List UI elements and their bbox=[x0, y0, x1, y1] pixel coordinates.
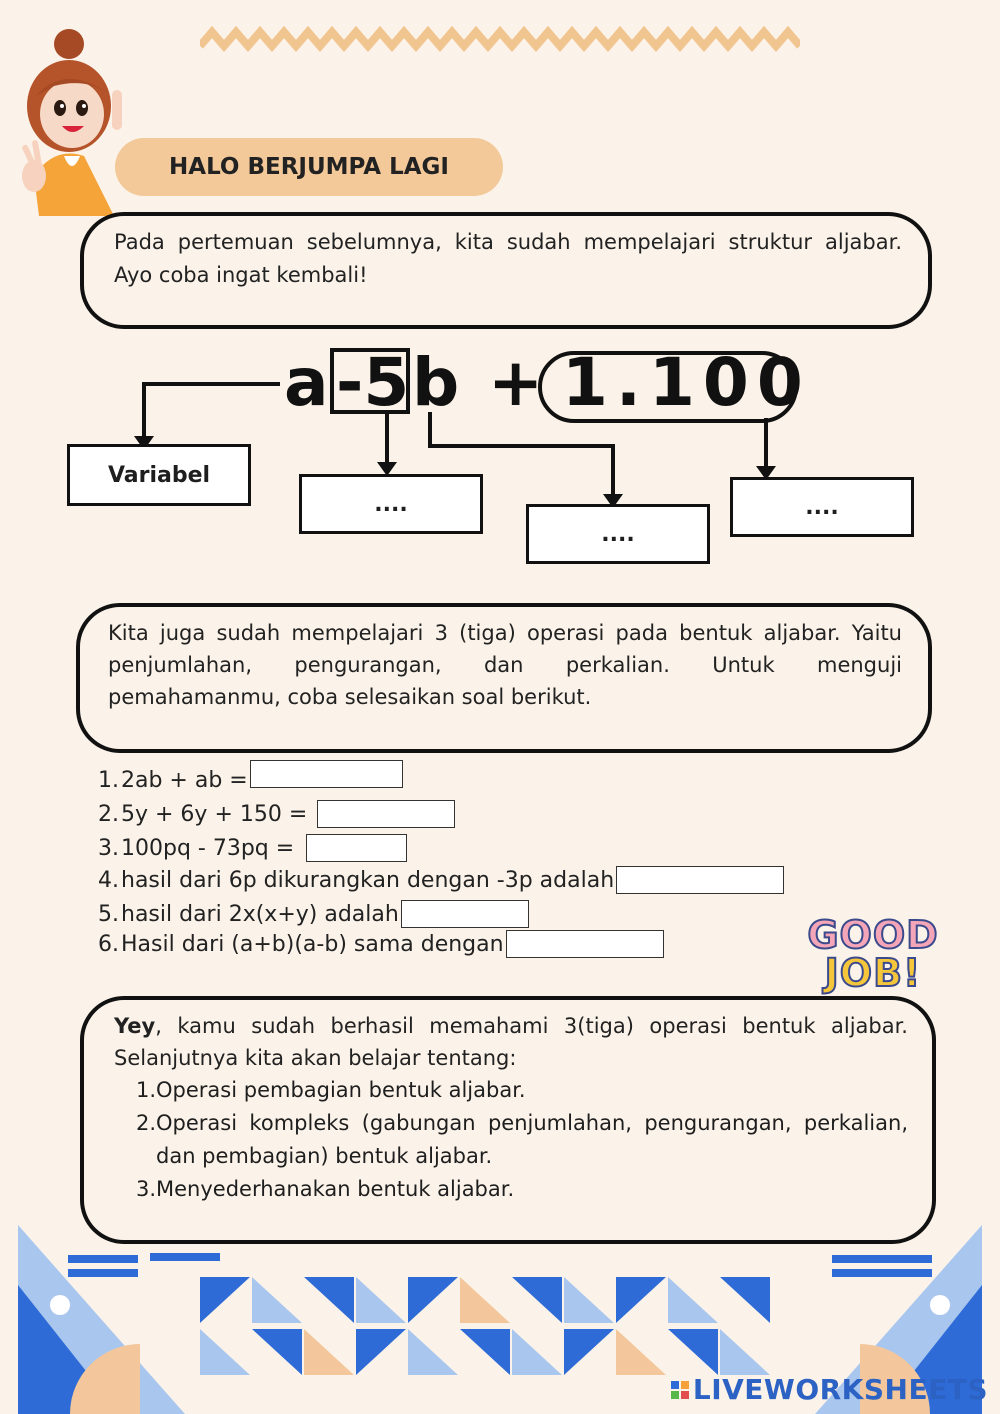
item-number: 3. bbox=[136, 1177, 157, 1201]
question-row-4 bbox=[95, 866, 784, 894]
expression-constant: 1.100 bbox=[562, 344, 811, 421]
question-text: hasil dari 6p dikurangkan dengan -3p adalah bbox=[121, 867, 615, 893]
operations-bubble bbox=[76, 603, 932, 753]
closing-intro bbox=[114, 1010, 908, 1074]
good-job-badge bbox=[806, 913, 940, 995]
answer-input-1[interactable] bbox=[250, 760, 403, 788]
badge-line-job: JOB! bbox=[824, 951, 922, 995]
closing-list-item bbox=[114, 1107, 908, 1173]
label-box-variabel bbox=[67, 444, 251, 506]
item-number: 1. bbox=[136, 1078, 157, 1102]
intro-text: Pada pertemuan sebelumnya, kita sudah mempelajari struktur aljabar. Ayo coba ingat kembali! bbox=[114, 230, 902, 287]
question-text: Hasil dari (a+b)(a-b) sama dengan bbox=[121, 931, 504, 957]
question-text: 2ab + ab = bbox=[121, 768, 248, 793]
answer-input-4[interactable] bbox=[616, 866, 784, 894]
expression-coefficient: -5 bbox=[336, 344, 410, 421]
variabel-label: Variabel bbox=[107, 462, 211, 488]
question-number: 1. bbox=[98, 768, 119, 793]
blank-placeholder: .... bbox=[601, 521, 635, 547]
answer-input-3[interactable] bbox=[306, 834, 407, 862]
page-title: HALO BERJUMPA LAGI bbox=[169, 154, 449, 180]
question-row-2 bbox=[95, 800, 455, 828]
badge-line-good: GOOD bbox=[807, 913, 939, 957]
question-row-1 bbox=[95, 768, 403, 793]
blank-placeholder: .... bbox=[374, 491, 408, 517]
brand-logo-icon bbox=[671, 1381, 689, 1399]
answer-input-6[interactable] bbox=[506, 930, 664, 958]
question-number: 5. bbox=[98, 901, 119, 927]
brand-name: LIVEWORKSHEETS bbox=[692, 1373, 988, 1406]
expression-plus: + bbox=[488, 344, 544, 421]
item-text: Operasi pembagian bentuk aljabar. bbox=[156, 1078, 526, 1102]
question-number: 6. bbox=[98, 931, 119, 957]
question-number: 2. bbox=[98, 801, 119, 827]
answer-input-5[interactable] bbox=[401, 900, 529, 928]
blank-box-constant[interactable] bbox=[730, 477, 914, 537]
closing-bold-word: Yey bbox=[114, 1014, 156, 1038]
closing-list-item bbox=[114, 1173, 908, 1206]
expression-variable-a: a bbox=[284, 344, 329, 421]
blank-placeholder: .... bbox=[805, 494, 839, 520]
question-row-5 bbox=[95, 900, 529, 928]
question-text: 100pq - 73pq = bbox=[121, 835, 295, 861]
question-text: 5y + 6y + 150 = bbox=[121, 801, 308, 827]
blank-box-coefficient[interactable] bbox=[299, 474, 483, 534]
item-text: Menyederhanakan bentuk aljabar. bbox=[156, 1177, 515, 1201]
closing-list-item bbox=[114, 1074, 908, 1107]
closing-bubble bbox=[80, 996, 936, 1244]
closing-list bbox=[114, 1074, 908, 1206]
item-text: Operasi kompleks (gabungan penjumlahan, pengurangan, perkalian, dan pembagian) bentuk aljabar. bbox=[156, 1111, 908, 1168]
question-number: 3. bbox=[98, 835, 119, 861]
blank-box-variable[interactable] bbox=[526, 504, 710, 564]
question-number: 4. bbox=[98, 867, 119, 893]
closing-text: , kamu sudah berhasil memahami 3(tiga) operasi bentuk aljabar. Selanjutnya kita akan belajar tentang: bbox=[114, 1014, 908, 1070]
question-row-3 bbox=[95, 834, 407, 862]
liveworksheets-brand bbox=[671, 1373, 988, 1406]
item-number: 2. bbox=[136, 1111, 157, 1135]
answer-input-2[interactable] bbox=[317, 800, 455, 828]
question-text: hasil dari 2x(x+y) adalah bbox=[121, 901, 399, 927]
expression-variable-b: b bbox=[412, 344, 460, 421]
operations-text: Kita juga sudah mempelajari 3 (tiga) operasi pada bentuk aljabar. Yaitu penjumlahan, pengurangan, dan perkalian. Untuk menguji pemahamanmu, coba selesaikan soal berikut. bbox=[108, 621, 902, 709]
question-row-6 bbox=[95, 930, 664, 958]
